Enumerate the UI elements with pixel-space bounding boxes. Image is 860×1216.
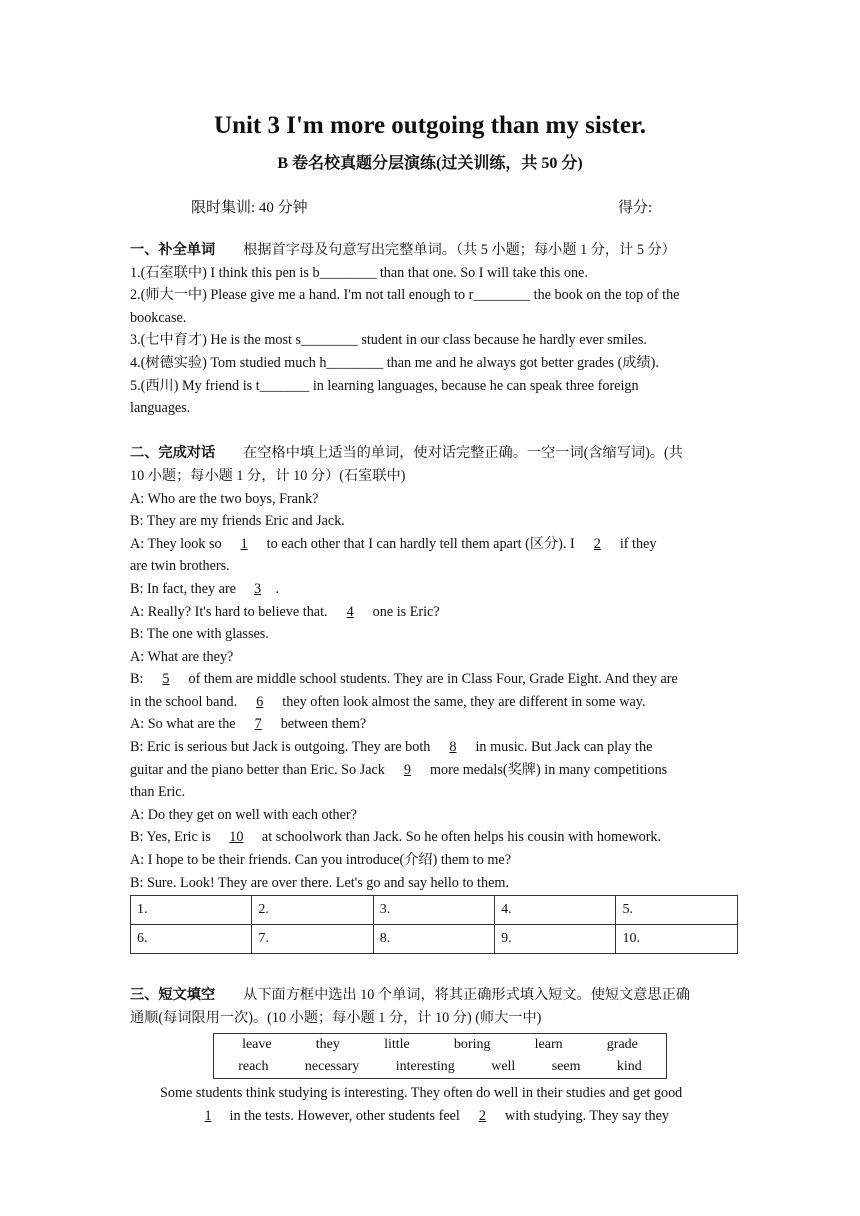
dialogue-line: B: The one with glasses.	[130, 626, 269, 643]
answer-cell[interactable]: 9.	[495, 925, 616, 954]
blank-7: 7	[254, 716, 262, 733]
section2-instruction: 在空格中填上适当的单词，使对话完整正确。一空一词(含缩写词)。(共	[243, 445, 683, 462]
answer-cell[interactable]: 5.	[616, 896, 738, 925]
answer-row	[131, 896, 738, 925]
blank-3: 3	[253, 580, 262, 597]
answer-cell[interactable]: 2.	[252, 896, 373, 925]
blank-8: 8	[449, 739, 457, 756]
section1-item: languages.	[130, 400, 191, 417]
dialogue-line: B: Eric is serious but Jack is outgoing. They are both 8 in music. But Jack can play the	[130, 736, 730, 759]
section1-item: 4.(树德实验) Tom studied much h________ than me and he always got better grades (成绩).	[130, 354, 659, 371]
blank-4: 4	[346, 603, 354, 620]
blank-2: 2	[593, 535, 601, 552]
section3-header	[130, 984, 730, 1007]
section2-label: 二、完成对话	[130, 445, 216, 462]
section3-label: 三、短文填空	[130, 987, 216, 1004]
word-bank-item: reach	[238, 1059, 269, 1075]
answer-cell[interactable]: 1.	[131, 896, 252, 925]
worksheet-content	[130, 239, 730, 1128]
dialogue-line: A: They look so 1 to each other that I can hardly tell them apart (区分). I 2 if they	[130, 533, 730, 556]
dialogue-line: B: Yes, Eric is 10 at schoolwork than Jack. So he often helps his cousin with homework.	[130, 826, 730, 849]
blank-5: 5	[162, 671, 170, 688]
blank-10: 10	[229, 829, 244, 846]
dialogue-line: A: So what are the 7 between them?	[130, 713, 730, 736]
word-bank-item: kind	[616, 1059, 642, 1075]
word-bank-item: interesting	[395, 1059, 455, 1075]
time-limit: 限时集训: 40 分钟	[191, 200, 308, 216]
word-bank-item: necessary	[304, 1059, 360, 1075]
dialogue-line: guitar and the piano better than Eric. So Jack 9 more medals(奖牌) in many competitions	[130, 759, 730, 782]
page-subtitle: B 卷名校真题分层演练(过关训练，共 50 分)	[277, 155, 583, 172]
word-bank-item: leave	[242, 1037, 272, 1053]
dialogue-line: A: What are they?	[130, 648, 234, 665]
dialogue-line: in the school band. 6 they often look almost the same, they are different in some way.	[130, 691, 730, 714]
dialogue-line: A: Who are the two boys, Frank?	[130, 490, 319, 507]
answer-cell[interactable]: 6.	[131, 925, 252, 954]
section1-item: 3.(七中育才) He is the most s________ student in our class because he hardly ever smiles.	[130, 332, 647, 349]
dialogue-line: B: They are my friends Eric and Jack.	[130, 513, 345, 530]
word-bank-item: grade	[606, 1037, 638, 1053]
word-bank-row	[214, 1034, 666, 1056]
section1-header	[130, 239, 730, 262]
section2-header	[130, 442, 730, 465]
answer-cell[interactable]: 3.	[373, 896, 494, 925]
section1-item: 1.(石室联中) I think this pen is b________ than that one. So I will take this one.	[130, 264, 588, 281]
word-bank-item: learn	[534, 1037, 563, 1053]
word-bank-item: they	[315, 1037, 340, 1053]
section1-item: bookcase.	[130, 309, 187, 326]
dialogue-line: B: 5 of them are middle school students. They are in Class Four, Grade Eight. And they are	[130, 668, 730, 691]
word-bank-item: well	[491, 1059, 516, 1075]
dialogue-line: than Eric.	[130, 784, 186, 801]
dialogue-line: A: Really? It's hard to believe that. 4 one is Eric?	[130, 601, 730, 624]
score-field: 得分:	[618, 200, 653, 216]
dialogue-line: B: Sure. Look! They are over there. Let's go and say hello to them.	[130, 874, 509, 891]
section2-instruction-cont: 10 小题；每小题 1 分，计 10 分）(石室联中)	[130, 467, 406, 484]
word-bank-item: little	[384, 1037, 410, 1053]
section1-item: 2.(师大一中) Please give me a hand. I'm not tall enough to r________ the book on the top of the	[130, 287, 680, 304]
answer-cell[interactable]: 4.	[495, 896, 616, 925]
answer-table	[130, 895, 738, 954]
answer-cell[interactable]: 10.	[616, 925, 738, 954]
blank-9: 9	[403, 761, 411, 778]
answer-cell[interactable]: 7.	[252, 925, 373, 954]
section3-instruction: 从下面方框中选出 10 个单词，将其正确形式填入短文。使短文意思正确	[243, 987, 691, 1004]
answer-row	[131, 925, 738, 954]
blank-1: 1	[240, 535, 248, 552]
page-title: Unit 3 I'm more outgoing than my sister.	[214, 112, 646, 139]
passage-line: Some students think studying is interesting. They often do well in their studies and get good	[160, 1085, 683, 1102]
dialogue-line: are twin brothers.	[130, 558, 230, 575]
word-bank-row	[214, 1056, 666, 1078]
section1-label: 一、补全单词	[130, 242, 216, 258]
dialogue-line: A: Do they get on well with each other?	[130, 806, 357, 823]
blank-2: 2	[478, 1108, 486, 1124]
dialogue-line: A: I hope to be their friends. Can you introduce(介绍) them to me?	[130, 852, 511, 869]
section1-instruction: 根据首字母及句意写出完整单词。（共 5 小题；每小题 1 分，计 5 分）	[243, 242, 676, 258]
word-bank-item: seem	[551, 1059, 581, 1075]
answer-cell[interactable]: 8.	[373, 925, 494, 954]
blank-1: 1	[204, 1108, 212, 1124]
passage-line: 1 in the tests. However, other students feel 2 with studying. They say they	[130, 1105, 730, 1128]
section3-instruction-cont: 通顺(每词限用一次)。(10 小题；每小题 1 分，计 10 分) (师大一中)	[130, 1009, 542, 1026]
section1-item: 5.(西川) My friend is t_______ in learning languages, because he can speak three foreign	[130, 377, 639, 394]
blank-6: 6	[256, 693, 264, 710]
word-bank-item: boring	[453, 1037, 491, 1053]
word-bank	[213, 1033, 667, 1079]
dialogue-line: B: In fact, they are 3 .	[130, 578, 730, 601]
